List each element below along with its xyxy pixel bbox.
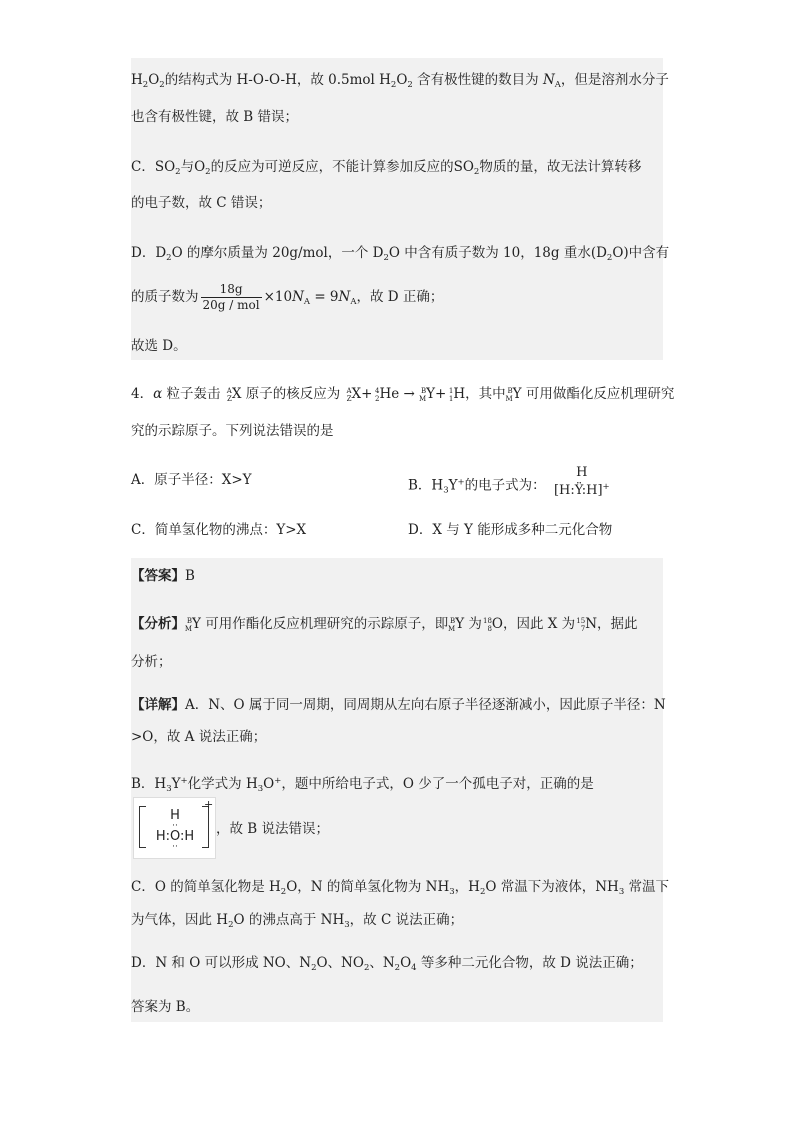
detail-c-line-2: 为气体，因此 $H_2O$ 的沸点高于 $NH_3$，故 C 说法正确；	[131, 912, 464, 930]
q3-option-d: D．$D_2O$ 的摩尔质量为 20g/mol，一个 $D_2O$ 中含有质子数为 10，18g 重水$(D_2O)$中含有	[131, 245, 670, 263]
q3-conclusion: 故选 D。	[131, 338, 187, 354]
q4-option-a: A．原子半径：X>Y	[131, 472, 252, 488]
q4-option-b: B．$H_3Y^+$的电子式为： H [H:Ÿ:H]+	[408, 465, 610, 498]
detail-c-line-1: C．O 的简单氢化物是 $H_2O$，N 的简单氢化物为 $NH_3$，$H_2O$ 常温下为液体，$NH_3$ 常温下	[131, 879, 670, 897]
q4-option-c: C．简单氢化物的沸点：Y>X	[131, 522, 307, 538]
lewis-structure-image: H ·· H:O:H ·· +	[133, 797, 216, 859]
detail-b-line-1: B．$H_3Y^+$化学式为 $H_3O^+$，题中所给电子式，O 少了一个孤电子对，正确的是	[131, 776, 594, 794]
detail-a-line-2: >O，故 A 说法正确；	[131, 729, 267, 745]
fraction: $\frac{18g}{\text{20g / mol}}$	[202, 282, 260, 312]
lewis-structure-question: H [H:Ÿ:H]+	[553, 465, 610, 498]
q4-stem-line-1: 4．α 粒子轰击 A Z X 原子的核反应为 A Z X+ 4 2 He → B M Y+ 1 1 H，其中 B M Y 可用做酯化反应机理研究	[131, 386, 675, 403]
q3-line-2: 也含有极性键，故 B 错误；	[131, 109, 299, 125]
q3-line-1: $H_2O_2$的结构式为 H-O-O-H，故 0.5mol $H_2O_2$ 含有极性键的数目为 $N_A$，但是溶剂水分子	[131, 72, 669, 90]
detail-b-line-2: ，故 B 说法错误；	[216, 821, 330, 837]
q3-option-d-cont: 的质子数为 $\frac{18g}{\text{20g / mol}}$ $\times 10N_A = 9N_A$，故 D 正确；	[131, 282, 444, 312]
analysis-line-1: 【分析】 B M Y 可用作酯化反应机理研究的示踪原子，即 B M Y 为 18 8 O，因此 X 为 15 7 N，据此	[131, 616, 638, 633]
analysis-line-2: 分析；	[131, 654, 172, 670]
q3-option-c-cont: 的电子数，故 C 错误；	[131, 195, 272, 211]
q4-option-d: D．X 与 Y 能形成多种二元化合物	[408, 522, 613, 538]
detail-d-line: D．N 和 O 可以形成 NO、$N_2O$、$NO_2$、$N_2O_4$ 等多种二元化合物，故 D 说法正确；	[131, 955, 643, 973]
q3-option-c: C．$SO_2$与$O_2$的反应为可逆反应，不能计算参加反应的$SO_2$物质的量，故无法计算转移	[131, 159, 642, 177]
answer-line: 【答案】B	[131, 568, 195, 584]
final-answer-line: 答案为 B。	[131, 999, 200, 1015]
q4-stem-line-2: 究的示踪原子。下列说法错误的是	[131, 423, 334, 439]
detail-a-line-1: 【详解】A．N、O 属于同一周期，同周期从左向右原子半径逐渐减小，因此原子半径：N	[131, 697, 666, 713]
